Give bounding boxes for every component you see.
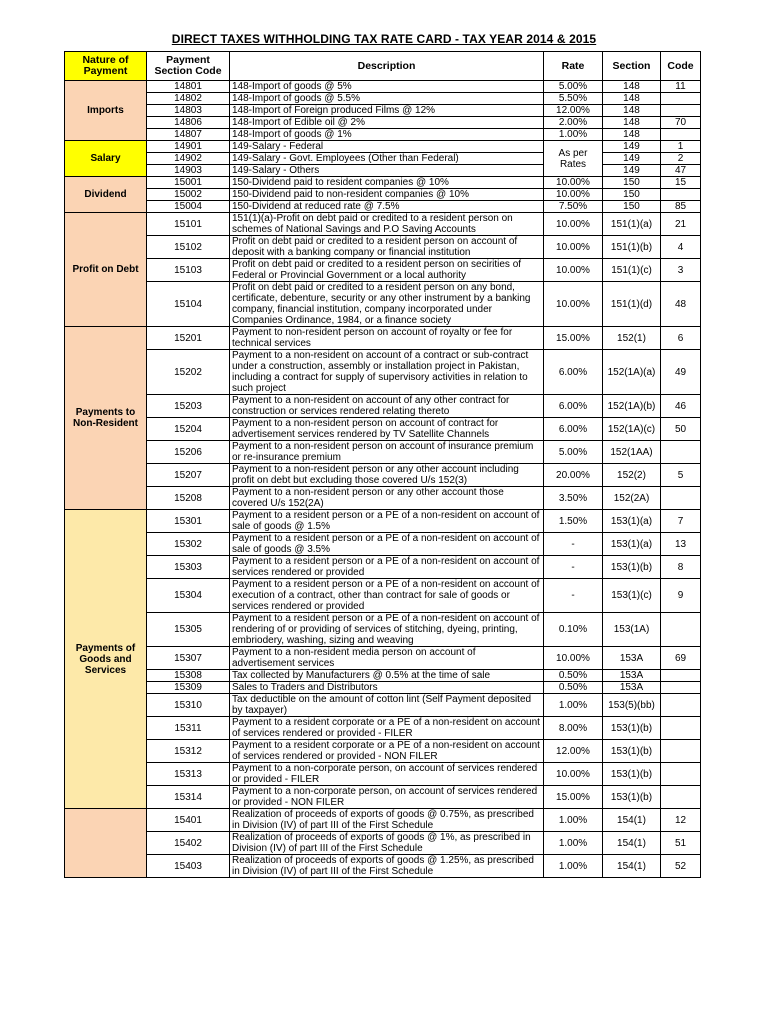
section-cell: 150	[603, 189, 661, 201]
section-cell: 152(2A)	[603, 487, 661, 510]
payment-section-code-cell: 15313	[147, 763, 230, 786]
payment-section-code-cell: 14903	[147, 165, 230, 177]
table-row	[65, 556, 701, 579]
code-cell: 50	[661, 418, 701, 441]
code-cell	[661, 613, 701, 647]
table-row	[65, 487, 701, 510]
payment-section-code-cell: 15208	[147, 487, 230, 510]
payment-section-code-cell: 15307	[147, 647, 230, 670]
table-row	[65, 717, 701, 740]
table-row	[65, 129, 701, 141]
payment-section-code-cell: 15310	[147, 694, 230, 717]
description-cell: 149-Salary - Govt. Employees (Other than Federal)	[230, 153, 544, 165]
payment-section-code-cell: 15206	[147, 441, 230, 464]
description-cell: Payment to a non-resident person or any other account including profit on debt but excluding those covered U/s 152(3)	[230, 464, 544, 487]
table-row	[65, 213, 701, 236]
rate-cell: 0.50%	[544, 670, 603, 682]
table-row	[65, 93, 701, 105]
description-cell: Payment to a resident person or a PE of a non-resident on account of execution of a contract, other than contract for sale of goods or services rendered or provided	[230, 579, 544, 613]
section-cell: 153(1A)	[603, 613, 661, 647]
section-cell: 148	[603, 105, 661, 117]
rate-cell: 10.00%	[544, 177, 603, 189]
code-cell	[661, 487, 701, 510]
table-row	[65, 153, 701, 165]
description-cell: Sales to Traders and Distributors	[230, 682, 544, 694]
payment-section-code-cell: 15202	[147, 350, 230, 395]
rate-cell: -	[544, 533, 603, 556]
rate-cell: 15.00%	[544, 327, 603, 350]
description-cell: Payment to a resident corporate or a PE of a non-resident on account of services rendered or provided - NON FILER	[230, 740, 544, 763]
section-cell: 153(1)(b)	[603, 717, 661, 740]
header-description: Description	[230, 52, 544, 81]
description-cell: 148-Import of Edible oil @ 2%	[230, 117, 544, 129]
code-cell: 48	[661, 282, 701, 327]
section-cell: 152(1A)(b)	[603, 395, 661, 418]
description-cell: Payment to a non-resident person on account of insurance premium or re-insurance premium	[230, 441, 544, 464]
description-cell: Payment to a non-corporate person, on account of services rendered or provided - NON FILER	[230, 786, 544, 809]
rate-cell: 1.00%	[544, 694, 603, 717]
description-cell: 150-Dividend paid to resident companies @ 10%	[230, 177, 544, 189]
table-row	[65, 579, 701, 613]
section-cell: 153(1)(b)	[603, 786, 661, 809]
rate-cell: 12.00%	[544, 105, 603, 117]
code-cell: 11	[661, 81, 701, 93]
section-cell: 148	[603, 129, 661, 141]
table-row	[65, 809, 701, 832]
payment-section-code-cell: 15304	[147, 579, 230, 613]
description-cell: Payment to a non-resident on account of a contract or sub-contract under a construction, assembly or installation project in Pakistan, including a contract for supply of supervisory activities in relation to such project	[230, 350, 544, 395]
rate-cell: 3.50%	[544, 487, 603, 510]
table-row	[65, 510, 701, 533]
nature-of-payment-cell: Imports	[65, 81, 147, 141]
section-cell: 153A	[603, 682, 661, 694]
description-cell: 151(1)(a)-Profit on debt paid or credited to a resident person on schemes of National Savings and P.O Saving Accounts	[230, 213, 544, 236]
section-cell: 153(1)(b)	[603, 556, 661, 579]
description-cell: Payment to a non-resident media person on account of advertisement services	[230, 647, 544, 670]
table-row	[65, 117, 701, 129]
code-cell: 5	[661, 464, 701, 487]
header-row	[65, 52, 701, 81]
code-cell	[661, 441, 701, 464]
description-cell: Realization of proceeds of exports of goods @ 0.75%, as prescribed in Division (IV) of part III of the First Schedule	[230, 809, 544, 832]
section-cell: 148	[603, 81, 661, 93]
payment-section-code-cell: 14806	[147, 117, 230, 129]
rate-cell: 5.00%	[544, 81, 603, 93]
code-cell	[661, 105, 701, 117]
rate-cell: 10.00%	[544, 647, 603, 670]
description-cell: Payment to a non-resident person on account of contract for advertisement services rendered by TV Satellite Channels	[230, 418, 544, 441]
description-cell: 148-Import of goods @ 5%	[230, 81, 544, 93]
description-cell: Payment to a resident corporate or a PE of a non-resident on account of services rendered or provided - FILER	[230, 717, 544, 740]
page-title: DIRECT TAXES WITHHOLDING TAX RATE CARD - TAX YEAR 2014 & 2015	[171, 32, 597, 46]
rate-cell: 8.00%	[544, 717, 603, 740]
description-cell: 149-Salary - Federal	[230, 141, 544, 153]
description-cell: Realization of proceeds of exports of goods @ 1.25%, as prescribed in Division (IV) of part III of the First Schedule	[230, 855, 544, 878]
section-cell: 153A	[603, 670, 661, 682]
code-cell	[661, 786, 701, 809]
code-cell: 6	[661, 327, 701, 350]
payment-section-code-cell: 14807	[147, 129, 230, 141]
description-cell: Realization of proceeds of exports of goods @ 1%, as prescribed in Division (IV) of part III of the First Schedule	[230, 832, 544, 855]
rate-cell: 1.00%	[544, 855, 603, 878]
rate-cell: 20.00%	[544, 464, 603, 487]
table-row	[65, 832, 701, 855]
payment-section-code-cell: 15004	[147, 201, 230, 213]
rate-cell: 7.50%	[544, 201, 603, 213]
description-cell: Payment to non-resident person on account of royalty or fee for technical services	[230, 327, 544, 350]
description-cell: Profit on debt paid or credited to a resident person on secirities of Federal or Provincial Government or a local authority	[230, 259, 544, 282]
rate-cell: 10.00%	[544, 236, 603, 259]
section-cell: 152(1A)(a)	[603, 350, 661, 395]
description-cell: Payment to a resident person or a PE of a non-resident on account of sale of goods @ 1.5%	[230, 510, 544, 533]
code-cell: 51	[661, 832, 701, 855]
payment-section-code-cell: 15303	[147, 556, 230, 579]
section-cell: 151(1)(b)	[603, 236, 661, 259]
section-cell: 154(1)	[603, 832, 661, 855]
table-row	[65, 395, 701, 418]
payment-section-code-cell: 15402	[147, 832, 230, 855]
table-row	[65, 141, 701, 153]
table-row	[65, 533, 701, 556]
rate-cell: 6.00%	[544, 395, 603, 418]
rate-cell: 10.00%	[544, 282, 603, 327]
description-cell: 148-Import of goods @ 1%	[230, 129, 544, 141]
table-row	[65, 670, 701, 682]
description-cell: 148-Import of goods @ 5.5%	[230, 93, 544, 105]
code-cell	[661, 763, 701, 786]
table-row	[65, 165, 701, 177]
table-row	[65, 464, 701, 487]
description-cell: Payment to a resident person or a PE of a non-resident on account of rendering of or providing of services of stitching, dyeing, printing, embriodery, washing, sizing and weaving	[230, 613, 544, 647]
section-cell: 151(1)(a)	[603, 213, 661, 236]
table-row	[65, 189, 701, 201]
payment-section-code-cell: 15101	[147, 213, 230, 236]
section-cell: 152(2)	[603, 464, 661, 487]
header-nature: Nature of Payment	[65, 52, 147, 81]
code-cell: 49	[661, 350, 701, 395]
code-cell: 15	[661, 177, 701, 189]
payment-section-code-cell: 14902	[147, 153, 230, 165]
payment-section-code-cell: 15312	[147, 740, 230, 763]
table-row	[65, 105, 701, 117]
payment-section-code-cell: 15201	[147, 327, 230, 350]
section-cell: 153(1)(c)	[603, 579, 661, 613]
payment-section-code-cell: 15104	[147, 282, 230, 327]
rate-cell: 1.00%	[544, 129, 603, 141]
code-cell	[661, 682, 701, 694]
section-cell: 152(1)	[603, 327, 661, 350]
rate-cell: 1.00%	[544, 832, 603, 855]
payment-section-code-cell: 15103	[147, 259, 230, 282]
code-cell: 46	[661, 395, 701, 418]
header-payment-section-code: Payment Section Code	[147, 52, 230, 81]
section-cell: 150	[603, 177, 661, 189]
description-cell: Payment to a non-resident person or any other account those covered U/s 152(2A)	[230, 487, 544, 510]
table-row	[65, 259, 701, 282]
header-section: Section	[603, 52, 661, 81]
section-cell: 149	[603, 153, 661, 165]
code-cell: 70	[661, 117, 701, 129]
code-cell	[661, 694, 701, 717]
rate-cell: 6.00%	[544, 418, 603, 441]
header-rate: Rate	[544, 52, 603, 81]
description-cell: 150-Dividend paid to non-resident companies @ 10%	[230, 189, 544, 201]
section-cell: 153(1)(b)	[603, 740, 661, 763]
table-row	[65, 327, 701, 350]
description-cell: Tax deductible on the amount of cotton lint (Self Payment deposited by taxpayer)	[230, 694, 544, 717]
code-cell: 52	[661, 855, 701, 878]
rate-cell: 12.00%	[544, 740, 603, 763]
code-cell: 69	[661, 647, 701, 670]
description-cell: 150-Dividend at reduced rate @ 7.5%	[230, 201, 544, 213]
code-cell: 1	[661, 141, 701, 153]
payment-section-code-cell: 14803	[147, 105, 230, 117]
rate-cell: 10.00%	[544, 213, 603, 236]
rate-cell: -	[544, 579, 603, 613]
code-cell: 3	[661, 259, 701, 282]
code-cell	[661, 717, 701, 740]
payment-section-code-cell: 14802	[147, 93, 230, 105]
rate-card-table	[64, 51, 701, 878]
section-cell: 154(1)	[603, 855, 661, 878]
code-cell: 7	[661, 510, 701, 533]
table-row	[65, 441, 701, 464]
section-cell: 151(1)(c)	[603, 259, 661, 282]
section-cell: 152(1A)(c)	[603, 418, 661, 441]
table-row	[65, 282, 701, 327]
description-cell: Payment to a resident person or a PE of a non-resident on account of services rendered or provided	[230, 556, 544, 579]
section-cell: 153A	[603, 647, 661, 670]
code-cell: 4	[661, 236, 701, 259]
code-cell	[661, 93, 701, 105]
table-row	[65, 201, 701, 213]
rate-cell: 0.10%	[544, 613, 603, 647]
header-code: Code	[661, 52, 701, 81]
table-row	[65, 855, 701, 878]
table-row	[65, 81, 701, 93]
section-cell: 151(1)(d)	[603, 282, 661, 327]
description-cell: Payment to a non-corporate person, on account of services rendered or provided - FILER	[230, 763, 544, 786]
section-cell: 149	[603, 141, 661, 153]
section-cell: 148	[603, 117, 661, 129]
description-cell: Tax collected by Manufacturers @ 0.5% at the time of sale	[230, 670, 544, 682]
table-row	[65, 740, 701, 763]
nature-of-payment-cell: Payments to Non-Resident	[65, 327, 147, 510]
rate-cell: 2.00%	[544, 117, 603, 129]
payment-section-code-cell: 15401	[147, 809, 230, 832]
section-cell: 150	[603, 201, 661, 213]
rate-cell: -	[544, 556, 603, 579]
description-cell: Profit on debt paid or credited to a resident person on account of deposit with a banking company or financial institution	[230, 236, 544, 259]
description-cell: 148-Import of Foreign produced Films @ 12%	[230, 105, 544, 117]
table-row	[65, 647, 701, 670]
table-row	[65, 418, 701, 441]
payment-section-code-cell: 15302	[147, 533, 230, 556]
section-cell: 153(5)(bb)	[603, 694, 661, 717]
table-row	[65, 682, 701, 694]
payment-section-code-cell: 15102	[147, 236, 230, 259]
payment-section-code-cell: 15311	[147, 717, 230, 740]
payment-section-code-cell: 14801	[147, 81, 230, 93]
code-cell: 8	[661, 556, 701, 579]
table-row	[65, 763, 701, 786]
payment-section-code-cell: 15002	[147, 189, 230, 201]
code-cell: 21	[661, 213, 701, 236]
section-cell: 154(1)	[603, 809, 661, 832]
code-cell: 12	[661, 809, 701, 832]
section-cell: 152(1AA)	[603, 441, 661, 464]
payment-section-code-cell: 15314	[147, 786, 230, 809]
code-cell: 47	[661, 165, 701, 177]
code-cell: 13	[661, 533, 701, 556]
payment-section-code-cell: 15001	[147, 177, 230, 189]
rate-cell: 10.00%	[544, 189, 603, 201]
nature-of-payment-cell: Dividend	[65, 177, 147, 213]
rate-cell: 10.00%	[544, 259, 603, 282]
payment-section-code-cell: 15309	[147, 682, 230, 694]
payment-section-code-cell: 15204	[147, 418, 230, 441]
code-cell: 2	[661, 153, 701, 165]
code-cell: 85	[661, 201, 701, 213]
section-cell: 153(1)(b)	[603, 763, 661, 786]
payment-section-code-cell: 15301	[147, 510, 230, 533]
payment-section-code-cell: 15308	[147, 670, 230, 682]
nature-of-payment-cell: Payments of Goods and Services	[65, 510, 147, 809]
payment-section-code-cell: 14901	[147, 141, 230, 153]
section-cell: 153(1)(a)	[603, 533, 661, 556]
code-cell	[661, 189, 701, 201]
description-cell: Profit on debt paid or credited to a resident person on any bond, certificate, debenture, security or any other instrument by a banking company, financial institution, company incorporated under Companies Ordinance, 1984, or a finance society	[230, 282, 544, 327]
table-row	[65, 786, 701, 809]
rate-cell: 1.50%	[544, 510, 603, 533]
rate-cell: 6.00%	[544, 350, 603, 395]
table-row	[65, 694, 701, 717]
rate-cell: 5.00%	[544, 441, 603, 464]
description-cell: 149-Salary - Others	[230, 165, 544, 177]
code-cell	[661, 740, 701, 763]
description-cell: Payment to a non-resident on account of any other contract for construction or services rendered relating thereto	[230, 395, 544, 418]
rate-cell: 1.00%	[544, 809, 603, 832]
description-cell: Payment to a resident person or a PE of a non-resident on account of sale of goods @ 3.5%	[230, 533, 544, 556]
rate-cell: 0.50%	[544, 682, 603, 694]
table-row	[65, 613, 701, 647]
section-cell: 148	[603, 93, 661, 105]
table-row	[65, 177, 701, 189]
section-cell: 149	[603, 165, 661, 177]
rate-cell: 5.50%	[544, 93, 603, 105]
payment-section-code-cell: 15305	[147, 613, 230, 647]
rate-cell: As per Rates	[544, 141, 603, 177]
payment-section-code-cell: 15207	[147, 464, 230, 487]
code-cell	[661, 670, 701, 682]
nature-of-payment-cell: Profit on Debt	[65, 213, 147, 327]
table-row	[65, 350, 701, 395]
rate-cell: 10.00%	[544, 763, 603, 786]
code-cell: 9	[661, 579, 701, 613]
nature-of-payment-cell: Salary	[65, 141, 147, 177]
section-cell: 153(1)(a)	[603, 510, 661, 533]
table-row	[65, 236, 701, 259]
payment-section-code-cell: 15203	[147, 395, 230, 418]
rate-cell: 15.00%	[544, 786, 603, 809]
nature-of-payment-cell	[65, 809, 147, 878]
code-cell	[661, 129, 701, 141]
payment-section-code-cell: 15403	[147, 855, 230, 878]
